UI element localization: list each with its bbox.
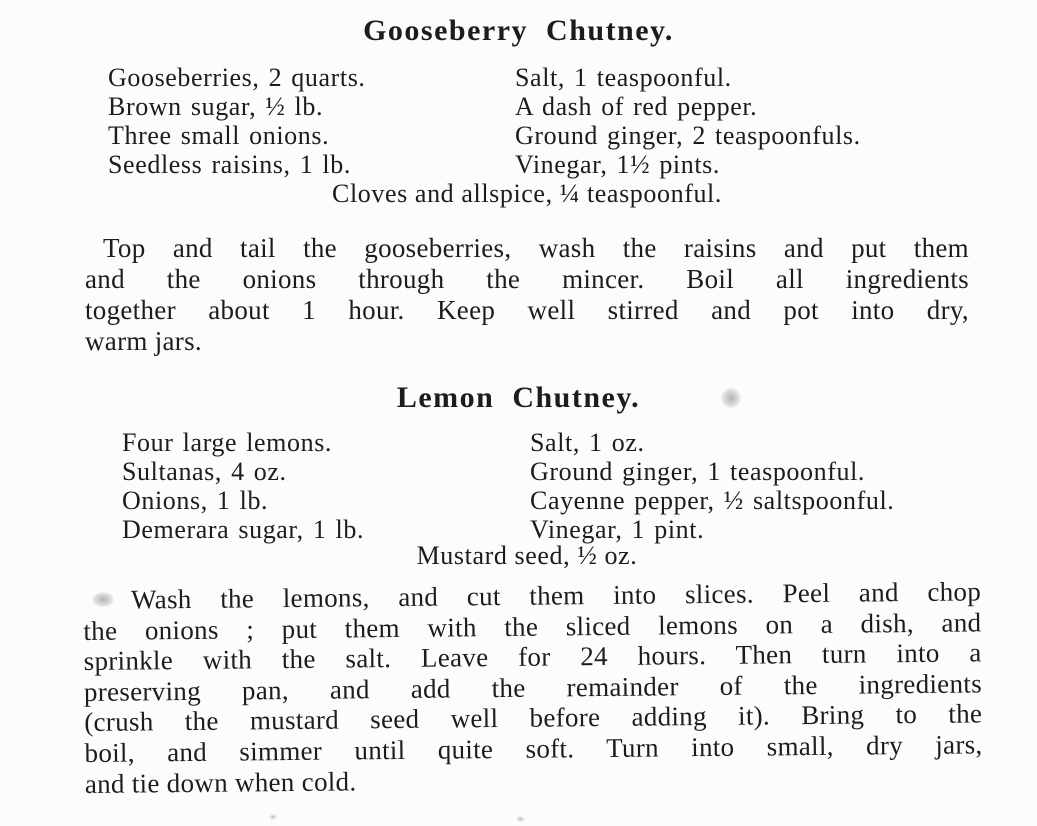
ingredient-row <box>122 457 1002 486</box>
paragraph-line: the onions ; put them with the sliced lemons on a dish, and <box>83 606 982 646</box>
ingredient-item: Ground ginger, 1 teaspoonful. <box>530 457 866 486</box>
instructions-gooseberry <box>85 233 969 357</box>
ingredient-row <box>122 428 1002 457</box>
ingredient-item: Sultanas, 4 oz. <box>122 457 287 486</box>
paragraph-line: warm jars. <box>85 326 202 356</box>
instructions-lemon <box>83 576 983 799</box>
paragraph-line: (crush the mustard seed well before adding it). Bring to the <box>84 698 983 738</box>
recipe-title-lemon: Lemon Chutney. <box>396 381 641 414</box>
paragraph-line: Top and tail the gooseberries, wash the raisins and put them <box>103 233 969 263</box>
ingredient-row <box>122 486 1002 515</box>
smudge-mark <box>721 388 741 408</box>
ingredient-item: Demerara sugar, 1 lb. <box>122 515 365 544</box>
ingredient-item: Salt, 1 oz. <box>530 428 645 457</box>
ingredient-item: Vinegar, 1 pint. <box>530 515 705 544</box>
ingredient-row <box>108 150 988 179</box>
paragraph-line: boil, and simmer until quite soft. Turn into small, dry jars, <box>84 729 983 768</box>
ingredient-item: Four large lemons. <box>122 428 333 457</box>
paragraph-line: preserving pan, and add the remainder of the ingredients <box>83 668 983 707</box>
ingredients-list-lemon <box>122 428 1002 544</box>
ingredient-row <box>108 121 988 150</box>
ingredient-item: Ground ginger, 2 teaspoonfuls. <box>515 121 861 150</box>
ingredient-item: Seedless raisins, 1 lb. <box>108 150 351 179</box>
paragraph-line: and tie down when cold. <box>84 765 357 799</box>
paragraph-line: sprinkle with the salt. Leave for 24 hours. Then turn into a <box>83 637 982 677</box>
ingredient-item: Vinegar, 1½ pints. <box>515 150 721 179</box>
paragraph-line: Wash the lemons, and cut them into slices. Peel and chop <box>130 576 982 615</box>
ingredient-row <box>108 63 988 92</box>
paragraph-line: and the onions through the mincer. Boil all ingredients <box>85 264 969 294</box>
ingredient-item: Onions, 1 lb. <box>122 486 269 515</box>
ingredient-item: Three small onions. <box>108 121 330 150</box>
speck-mark <box>269 814 277 820</box>
ingredient-item: Gooseberries, 2 quarts. <box>108 63 366 92</box>
ingredient-item: A dash of red pepper. <box>515 92 758 121</box>
ingredients-list-gooseberry <box>108 63 988 179</box>
paragraph-line: together about 1 hour. Keep well stirred and pot into dry, <box>85 295 969 325</box>
speck-mark <box>516 816 525 822</box>
ingredient-center-line: Cloves and allspice, ¼ teaspoonful. <box>332 179 722 208</box>
ingredient-item: Salt, 1 teaspoonful. <box>515 63 732 92</box>
ingredient-center-line: Mustard seed, ½ oz. <box>416 541 638 570</box>
ingredient-item: Cayenne pepper, ½ saltspoonful. <box>530 486 895 515</box>
ingredient-row <box>122 515 1002 544</box>
ingredient-item: Brown sugar, ½ lb. <box>108 92 324 121</box>
ingredient-row <box>108 92 988 121</box>
recipe-title-gooseberry: Gooseberry Chutney. <box>363 14 674 47</box>
